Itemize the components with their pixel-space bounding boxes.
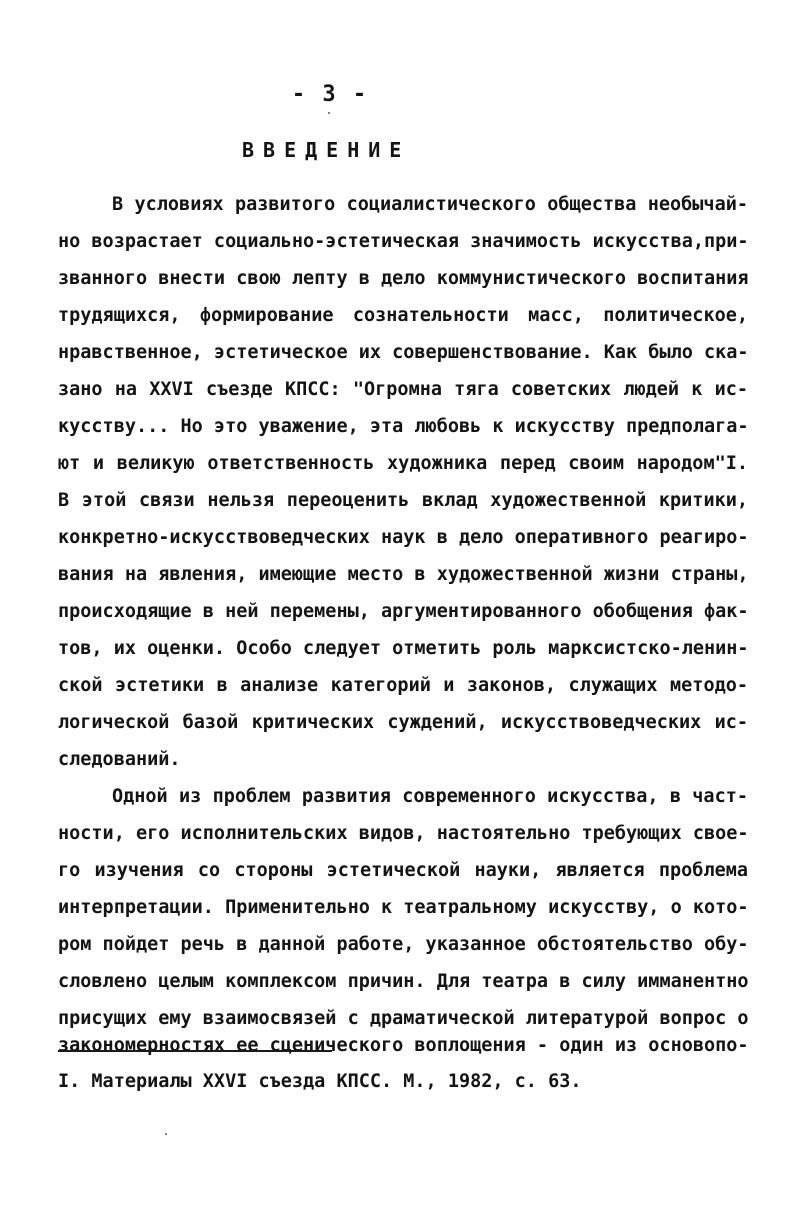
footnote: I. Материалы XXVI съезда КПСС. М., 1982, с. 63. [58,1071,582,1092]
text-line: логической базой критических суждений, искусствоведческих ис- [58,712,748,733]
text-line: следований. [58,749,181,770]
text-line: ской эстетики в анализе категорий и законов, служащих методо- [58,675,748,696]
text-line: нравственное, эстетическое их совершенствование. Как было ска- [58,342,749,363]
text-line: присущих ему взаимосвязей с драматической литературой вопрос о [58,1008,749,1029]
section-heading: ВВЕДЕНИЕ [242,138,411,162]
text-line: закономерностях ее сценического воплощения - один из основопо- [58,1035,749,1056]
text-line: го изучения со стороны эстетической науки, является проблема [58,860,748,881]
text-line: но возрастает социально-эстетическая значимость искусства,при- [58,231,749,252]
text-line: кусству... Но это уважение, эта любовь к искусству предполага- [58,416,749,437]
scan-speck [328,112,330,114]
text-line: конкретно-искусствоведческих наук в дело оперативного реагиро- [58,527,749,548]
text-line: тов, их оценки. Особо следует отметить роль марксистско-ленин- [58,638,749,659]
text-line: ром пойдет речь в данной работе, указанное обстоятельство обу- [58,934,749,955]
scan-speck [165,1133,167,1135]
text-line: трудящихся, формирование сознательности масс, политическое, [58,305,748,326]
footnote-divider [58,1050,332,1052]
page-number: - 3 - [291,82,369,107]
text-line: Одной из проблем развития современного искусства, в част- [112,786,748,807]
text-line: словлено целым комплексом причин. Для театра в силу имманентно [58,971,749,992]
text-line: В условиях развитого социалистического общества необычай- [112,194,748,215]
text-line: вания на явления, имеющие место в художественной жизни страны, [58,564,749,585]
text-line: званного внести свою лепту в дело коммунистического воспитания [58,268,749,289]
text-line: интерпретации. Применительно к театральному искусству, о кото- [58,897,749,918]
text-line: происходящие в ней перемены, аргументированного обобщения фак- [58,601,749,622]
text-line: В этой связи нельзя переоценить вклад художественной критики, [58,490,748,511]
text-line: ют и великую ответственность художника перед своим народом"I. [58,453,748,474]
text-line: зано на XXVI съезде КПСС: "Огромна тяга советских людей к ис- [58,379,748,400]
text-line: ности, его исполнительских видов, настоятельно требующих свое- [58,823,749,844]
